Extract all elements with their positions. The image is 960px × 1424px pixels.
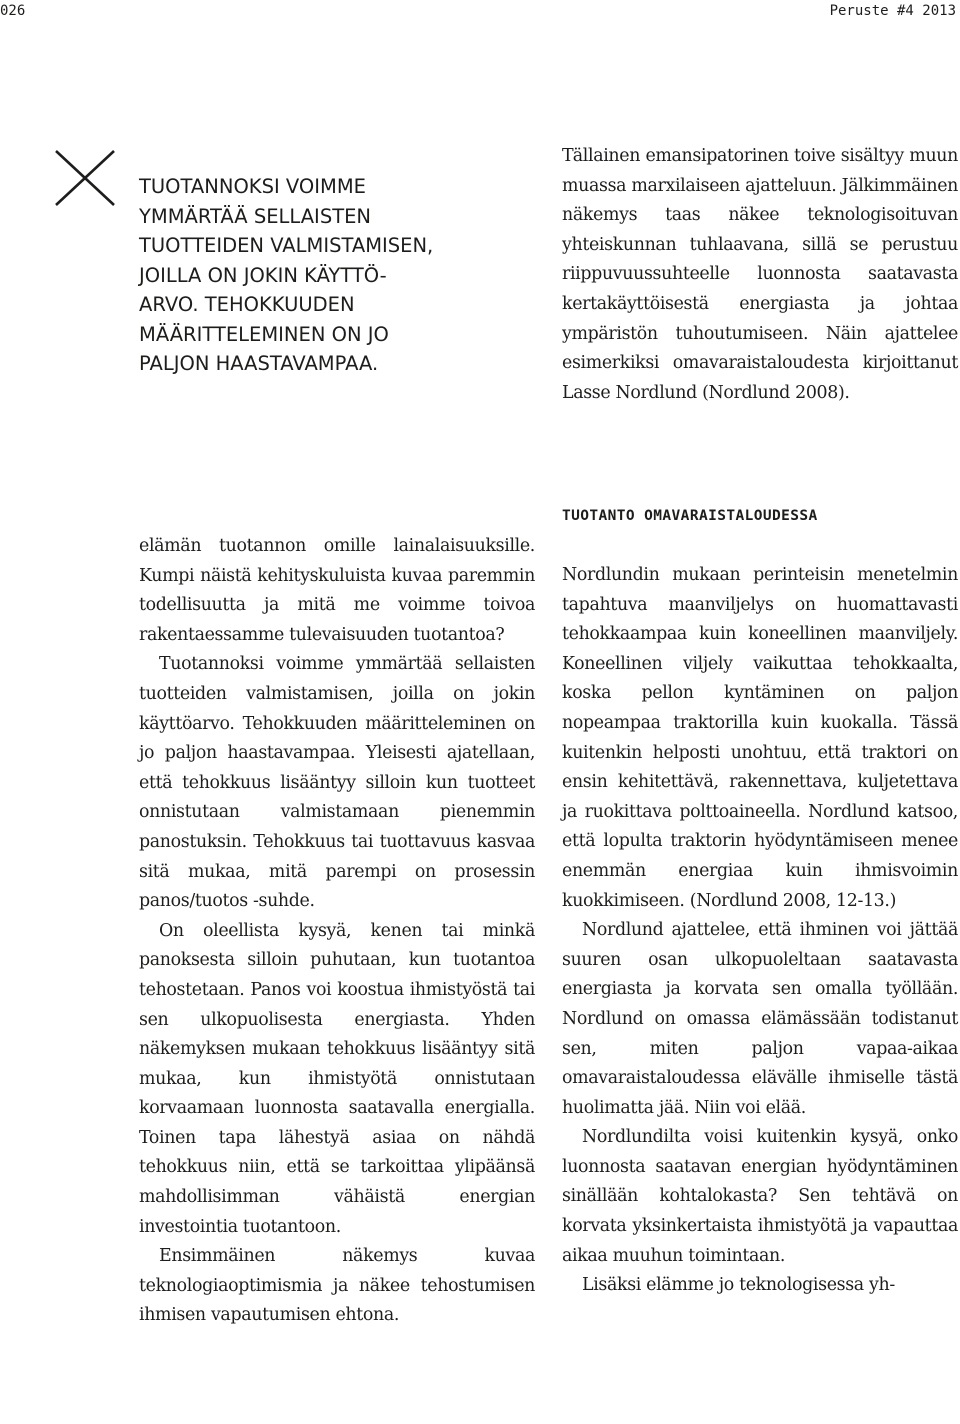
- section-subheading: TUOTANTO OMAVARAISTALOUDESSA: [562, 508, 818, 524]
- pull-quote-line: ARVO. TEHOKKUUDEN: [139, 293, 355, 316]
- pull-quote-line: MÄÄRITTELEMINEN ON JO: [139, 322, 389, 346]
- pull-quote-line: YMMÄRTÄÄ SELLAISTEN: [139, 204, 372, 228]
- pull-quote-line: PALJON HAASTAVAMPAA.: [139, 352, 379, 375]
- body-paragraph: elämän tuotannon omille lainalaisuuksille. Kumpi näistä kehityskuluista kuvaa paremmin todellisuutta ja mitä me voimme toivoa rakentaessamme tulevaisuuden tuotantoa?: [139, 536, 535, 645]
- right-column-top: [562, 142, 958, 408]
- right-column-bottom: [562, 561, 958, 1301]
- body-paragraph: Ensimmäinen näkemys kuvaa teknologiaoptimismia ja näkee tehostumisen ihmisen vapautumisen ehtona.: [139, 1246, 535, 1326]
- pull-quote-line: JOILLA ON JOKIN KÄYTTÖ-: [139, 263, 387, 287]
- pull-quote-line: TUOTTEIDEN VALMISTAMISEN,: [139, 234, 434, 257]
- body-paragraph: On oleellista kysyä, kenen tai minkä panoksesta silloin puhutaan, kun tuotantoa tehostetaan. Panos voi koostua ihmistyöstä tai sen ulkopuolisesta energiasta. Yhden näkemyksen mukaan tehokkuus lisääntyy sitä mukaa, kun ihmistyötä onnistutaan korvaamaan luonnosta saatavalla energialla. Toinen tapa lähestyä asiaa on nähdä tehokkuus niin, että se tarkoittaa ylipäänsä mahdollisimman vähäistä energian investointia tuotantoon.: [139, 920, 535, 1237]
- body-paragraph: Lisäksi elämme jo teknologisessa yh-: [582, 1275, 895, 1296]
- left-column: [139, 532, 535, 1331]
- body-paragraph: Nordlundin mukaan perinteisin menetelmin tapahtuva maanviljelys on huomattavasti tehokkaampaa kuin koneellinen maanviljely. Koneellinen viljely vaikuttaa tehokkaalta, koska pellon kyntäminen on paljon nopeampaa traktorilla kuin kuokalla. Tässä kuitenkin helposti unohtuu, että traktori on ensin kehitettävä, rakennettava, kuljetettava ja ruokittava polttoaineella. Nordlund katsoo, että lopulta traktorin hyödyntämiseen menee enemmän energiaa kuin ihmisvoimin kuokkimiseen. (Nordlund 2008, 12-13.): [562, 565, 958, 911]
- body-paragraph: Nordlund ajattelee, että ihminen voi jättää suuren osan ulkopuoleltaan saatavasta energiasta ja korvata sen omalla työllään. Nordlund on omassa elämässään todistanut sen, miten paljon vapaa-aikaa omavaraistaloudessa elävälle ihmiselle tästä huolimatta jää. Niin voi elää.: [562, 920, 958, 1118]
- pull-quote-line: TUOTANNOKSI VOIMME: [139, 175, 366, 198]
- body-paragraph: Tuotannoksi voimme ymmärtää sellaisten tuotteiden valmistamisen, joilla on jokin käyttöarvo. Tehokkuuden määritteleminen on jo paljon haastavampaa. Yleisesti ajatellaan, että tehokkuus lisääntyy silloin kun tuotteet onnistutaan valmistamaan pienemmin panostuksin. Tehokkuus tai tuottavuus kasvaa sitä mukaa, mitä parempi on prosessin panos/tuotos -suhde.: [139, 654, 535, 912]
- body-paragraph: Tällainen emansipatorinen toive sisältyy muun muassa marxilaiseen ajatteluun. Jälkimmäinen näkemys taas näkee teknologisoituvan yhteiskunnan tuhlaavana, sillä se perustuu riippuvuussuhteelle luonnosta saatavasta kertakäyttöisestä energiasta ja johtaa ympäristön tuhoutumiseen. Näin ajattelee esimerkiksi omavaraistaloudesta kirjoittanut Lasse Nordlund (Nordlund 2008).: [562, 146, 958, 403]
- pull-quote: [139, 172, 459, 379]
- page-number: 026: [0, 3, 26, 19]
- cross-mark-icon: [52, 148, 118, 208]
- body-paragraph: Nordlundilta voisi kuitenkin kysyä, onko luonnosta saatavan energian hyödyntäminen sinällään kohtalokasta? Sen tehtävä on korvata yksinkertaista ihmistyötä ja vapauttaa aikaa muuhun toimintaan.: [562, 1127, 958, 1266]
- publication-issue: Peruste #4 2013: [829, 3, 956, 19]
